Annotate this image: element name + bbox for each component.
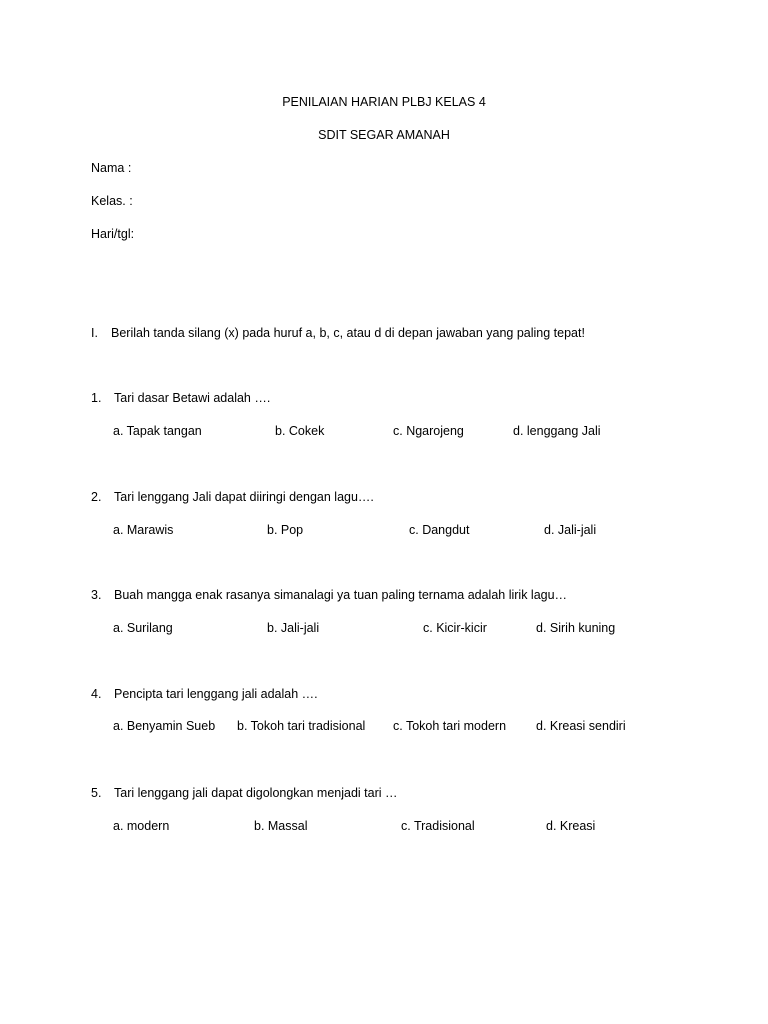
option-c: c. Tradisional (401, 819, 475, 833)
field-kelas: Kelas. : (91, 194, 133, 208)
question-number: 3. (91, 588, 102, 602)
option-d: d. lenggang Jali (513, 424, 601, 438)
question-number: 1. (91, 391, 102, 405)
option-d: d. Kreasi (546, 819, 596, 833)
option-a: a. Surilang (113, 621, 173, 635)
option-a: a. Tapak tangan (113, 424, 202, 438)
question-number: 5. (91, 786, 102, 800)
field-hari-tgl: Hari/tgl: (91, 227, 135, 241)
option-b: b. Pop (267, 523, 304, 537)
option-c: c. Tokoh tari modern (393, 719, 507, 733)
instruction-text: Berilah tanda silang (x) pada huruf a, b, c, atau d di depan jawaban yang paling tepat! (111, 326, 585, 340)
question-number: 2. (91, 490, 102, 504)
option-c: c. Dangdut (409, 523, 470, 537)
option-a: a. Benyamin Sueb (113, 719, 216, 733)
question-text: Tari dasar Betawi adalah …. (114, 391, 271, 405)
option-b: b. Cokek (275, 424, 325, 438)
option-d: d. Sirih kuning (536, 621, 616, 635)
option-a: a. Marawis (113, 523, 174, 537)
option-c: c. Ngarojeng (393, 424, 464, 438)
field-nama: Nama : (91, 161, 132, 175)
question-number: 4. (91, 687, 102, 701)
option-a: a. modern (113, 819, 170, 833)
question-text: Buah mangga enak rasanya simanalagi ya tuan paling ternama adalah lirik lagu… (114, 588, 568, 602)
option-b: b. Tokoh tari tradisional (237, 719, 366, 733)
question-text: Tari lenggang Jali dapat diiringi dengan lagu…. (114, 490, 374, 504)
question-text: Tari lenggang jali dapat digolongkan menjadi tari … (114, 786, 398, 800)
option-b: b. Jali-jali (267, 621, 320, 635)
question-text: Pencipta tari lenggang jali adalah …. (114, 687, 318, 701)
option-b: b. Massal (254, 819, 308, 833)
option-c: c. Kicir-kicir (423, 621, 487, 635)
option-d: d. Jali-jali (544, 523, 597, 537)
instruction-number: I. (91, 326, 98, 340)
page-title: PENILAIAN HARIAN PLBJ KELAS 4 (282, 95, 486, 109)
option-d: d. Kreasi sendiri (536, 719, 626, 733)
school-name: SDIT SEGAR AMANAH (318, 128, 450, 142)
